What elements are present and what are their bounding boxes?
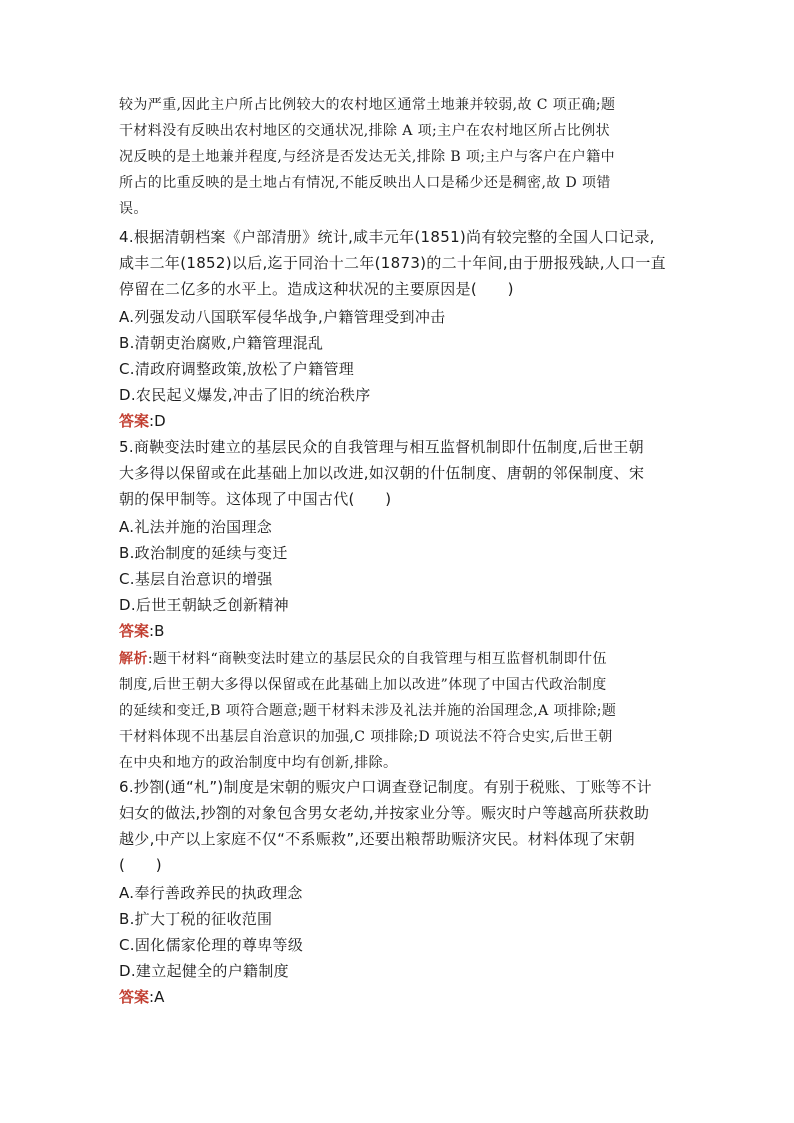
- option-d: D.农民起义爆发,冲击了旧的统治秩序: [119, 386, 371, 404]
- answer-line: [119, 410, 166, 431]
- question-stem-line: 5.商鞅变法时建立的基层民众的自我管理与相互监督机制即什伍制度,后世王朝: [119, 438, 644, 456]
- question-stem-line: ( ): [119, 856, 162, 874]
- explanation-line: 况反映的是土地兼并程度,与经济是否发达无关,排除 B 项;主户与客户在户籍中: [119, 149, 616, 165]
- question-stem-line: 4.根据清朝档案《户部清册》统计,咸丰元年(1851)尚有较完整的全国人口记录,: [119, 228, 655, 246]
- answer-label: 答案: [119, 988, 150, 1006]
- explanation-line: 制度,后世王朝大多得以保留或在此基础上加以改进”体现了中国古代政治制度: [119, 677, 607, 693]
- option-b: B.清朝吏治腐败,户籍管理混乱: [119, 334, 324, 352]
- option-a: A.礼法并施的治国理念: [119, 518, 273, 536]
- explanation-line: 误。: [119, 201, 148, 217]
- option-a: A.奉行善政养民的执政理念: [119, 884, 303, 902]
- question-stem-line: 咸丰二年(1852)以后,迄于同治十二年(1873)的二十年间,由于册报残缺,人口一直: [119, 254, 666, 272]
- option-c: C.基层自治意识的增强: [119, 570, 273, 588]
- option-c: C.固化儒家伦理的尊卑等级: [119, 936, 304, 954]
- explanation-line: 干材料没有反映出农村地区的交通状况,排除 A 项;主户在农村地区所占比例状: [119, 123, 610, 139]
- explanation-line: 在中央和地方的政治制度中均有创新,排除。: [119, 755, 398, 771]
- explanation-line: [119, 648, 607, 668]
- answer-label: 答案: [119, 412, 150, 430]
- explanation-line: 较为严重,因此主户所占比例较大的农村地区通常土地兼并较弱,故 C 项正确;题: [119, 97, 616, 113]
- question-stem-line: 妇女的做法,抄劄的对象包含男女老幼,并按家业分等。赈灾时户等越高所获救助: [119, 804, 650, 822]
- answer-value: :B: [149, 622, 165, 640]
- option-b: B.政治制度的延续与变迁: [119, 544, 288, 562]
- option-a: A.列强发动八国联军侵华战争,户籍管理受到冲击: [119, 308, 446, 326]
- question-stem-line: 越少,中产以上家庭不仅“不系赈救”,还要出粮帮助赈济灾民。材料体现了宋朝: [119, 830, 635, 848]
- option-b: B.扩大丁税的征收范围: [119, 910, 273, 928]
- explanation-label: 解析: [119, 651, 148, 667]
- explanation-line: 的延续和变迁,B 项符合题意;题干材料未涉及礼法并施的治国理念,A 项排除;题: [119, 703, 617, 719]
- answer-value: :D: [149, 412, 166, 430]
- answer-label: 答案: [119, 622, 150, 640]
- question-stem-line: 6.抄劄(通“札”)制度是宋朝的赈灾户口调查登记制度。有别于税账、丁账等不计: [119, 778, 652, 796]
- option-d: D.后世王朝缺乏创新精神: [119, 596, 289, 614]
- explanation-line: 干材料体现不出基层自治意识的加强,C 项排除;D 项说法不符合史实,后世王朝: [119, 729, 613, 745]
- question-stem-line: 朝的保甲制等。这体现了中国古代( ): [119, 490, 392, 508]
- question-stem-line: 停留在二亿多的水平上。造成这种状况的主要原因是( ): [119, 280, 514, 298]
- option-c: C.清政府调整政策,放松了户籍管理: [119, 360, 355, 378]
- answer-line: [119, 986, 164, 1007]
- explanation-text: :题干材料“商鞅变法时建立的基层民众的自我管理与相互监督机制即什伍: [147, 651, 607, 667]
- answer-value: :A: [149, 988, 165, 1006]
- explanation-line: 所占的比重反映的是土地占有情况,不能反映出人口是稀少还是稠密,故 D 项错: [119, 175, 611, 191]
- question-stem-line: 大多得以保留或在此基础上加以改进,如汉朝的什伍制度、唐朝的邻保制度、宋: [119, 464, 645, 482]
- answer-line: [119, 620, 164, 641]
- option-d: D.建立起健全的户籍制度: [119, 962, 289, 980]
